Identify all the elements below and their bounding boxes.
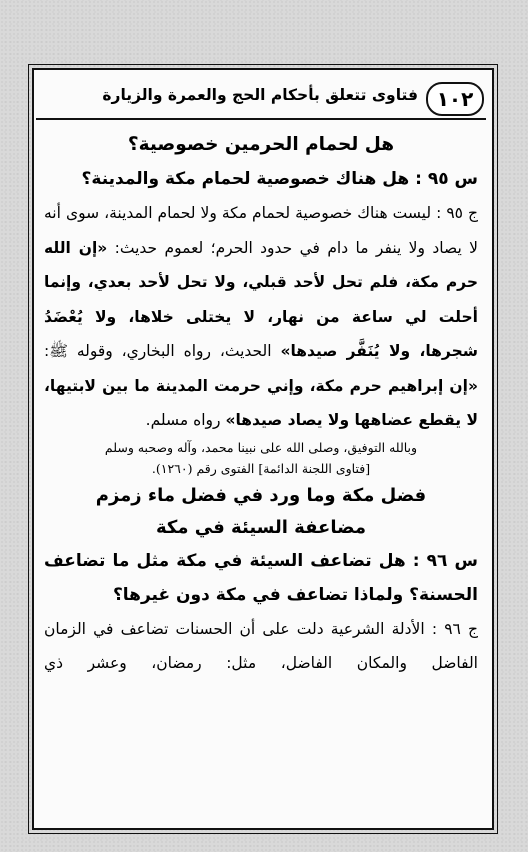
hadith-quote-1: «إن الله حرم مكة، فلم تحل لأحد قبلي، ولا تحل لأحد بعدي، وإنما أحلت لي ساعة من نهار، لا يختلى خلاها، ولا يُعْضَدُ شجرها، ولا يُنَفَّر صيدها» — [44, 238, 478, 360]
hadith-quote-2: «إن إبراهيم حرم مكة، وإني حرمت المدينة ما بين لابتيها، لا يقطع عضاهها ولا يصاد صيدها» — [44, 376, 478, 429]
answer-96: ج ٩٦ : الأدلة الشرعية دلت على أن الحسنات تضاعف في الزمان الفاضل والمكان الفاضل، مثل: رمضان، وعشر ذي — [44, 619, 478, 672]
question-96: س ٩٦ : هل تضاعف السيئة في مكة مثل ما تضاعف الحسنة؟ ولماذا تضاعف في مكة دون غيرها؟ — [44, 550, 478, 605]
section-heading: هل لحمام الحرمين خصوصية؟ — [127, 134, 395, 155]
page-header — [36, 76, 486, 118]
answer-95 — [44, 196, 478, 438]
answer-95-text-2: الحديث، رواه البخاري، وقوله ﷺ: — [44, 342, 281, 360]
closing-line: وبالله التوفيق، وصلى الله على نبينا محمد، وآله وصحبه وسلم — [104, 439, 418, 455]
answer-95-text-1: ج ٩٥ : ليست هناك خصوصية لحمام مكة ولا لحمام المدينة، سوى أنه لا يصاد ولا ينفر ما دام في حدود الحرم؛ لعموم حديث: — [44, 204, 478, 257]
header-divider — [36, 118, 486, 120]
subsection-heading: مضاعفة السيئة في مكة — [156, 516, 366, 538]
fatwa-source: [فتاوى اللجنة الدائمة] الفتوى رقم (١٢٦٠). — [151, 460, 371, 476]
page-content — [44, 128, 478, 681]
question-95: س ٩٥ : هل هناك خصوصية لحمام مكة والمدينة؟ — [81, 169, 478, 189]
page-number-badge: ١٠٢ — [426, 82, 484, 116]
running-title: فتاوى تتعلق بأحكام الحج والعمرة والزيارة — [102, 86, 418, 104]
section-heading-2: فضل مكة وما ورد في فضل ماء زمزم — [95, 484, 427, 506]
answer-95-text-3: رواه مسلم. — [145, 411, 226, 429]
